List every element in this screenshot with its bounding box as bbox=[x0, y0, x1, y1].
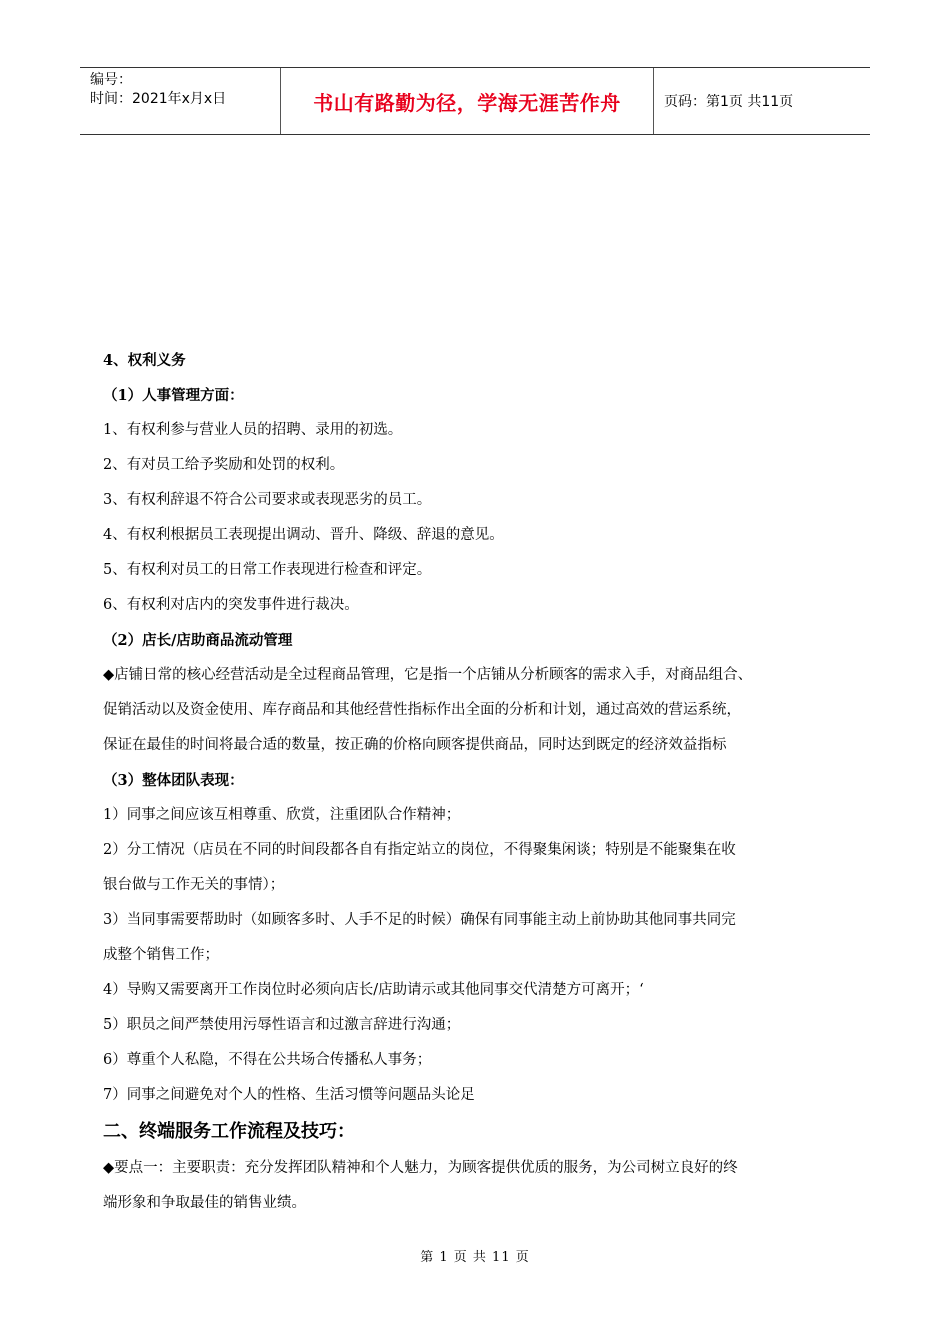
list-item: 5）职员之间严禁使用污辱性语言和过激言辞进行沟通； bbox=[103, 1017, 461, 1033]
header-left-cell bbox=[80, 68, 281, 134]
list-item: 2）分工情况（店员在不同的时间段都各自有指定站立的岗位，不得聚集闲谈；特别是不能聚集在收 bbox=[103, 842, 736, 858]
paragraph-line: 保证在最佳的时间将最合适的数量，按正确的价格向顾客提供商品，同时达到既定的经济效益指标 bbox=[103, 737, 727, 753]
list-item: 7）同事之间避免对个人的性格、生活习惯等问题品头论足 bbox=[103, 1087, 475, 1103]
list-item: 5、有权利对员工的日常工作表现进行检查和评定。 bbox=[103, 562, 432, 578]
list-item: 3、有权利辞退不符合公司要求或表现恶劣的员工。 bbox=[103, 492, 432, 508]
page-header bbox=[80, 67, 870, 135]
list-item: 2、有对员工给予奖励和处罚的权利。 bbox=[103, 457, 345, 473]
document-number-label: 编号： bbox=[90, 72, 132, 88]
list-item: 1）同事之间应该互相尊重、欣赏，注重团队合作精神； bbox=[103, 807, 461, 823]
section-title-service: 二、终端服务工作流程及技巧： bbox=[103, 1121, 355, 1142]
paragraph-line: 端形象和争取最佳的销售业绩。 bbox=[103, 1195, 306, 1211]
subsection-title-merchandise: （2）店长/店助商品流动管理 bbox=[103, 632, 293, 649]
subsection-title-team: （3）整体团队表现： bbox=[103, 772, 244, 789]
list-item: 成整个销售工作； bbox=[103, 947, 219, 963]
paragraph-line: ◆要点一：主要职责：充分发挥团队精神和个人魅力，为顾客提供优质的服务，为公司树立良好的终 bbox=[103, 1160, 738, 1176]
paragraph-line: 促销活动以及资金使用、库存商品和其他经营性指标作出全面的分析和计划，通过高效的营运系统， bbox=[103, 702, 741, 718]
list-item: 1、有权利参与营业人员的招聘、录用的初选。 bbox=[103, 422, 403, 438]
list-item: 4、有权利根据员工表现提出调动、晋升、降级、辞退的意见。 bbox=[103, 527, 504, 543]
header-page-info: 页码：第1页 共11页 bbox=[664, 94, 794, 110]
subsection-title-personnel: （1）人事管理方面： bbox=[103, 387, 244, 404]
page-footer: 第 1 页 共 11 页 bbox=[420, 1250, 530, 1265]
list-item: 6、有权利对店内的突发事件进行裁决。 bbox=[103, 597, 359, 613]
list-item: 3）当同事需要帮助时（如顾客多时、人手不足的时候）确保有同事能主动上前协助其他同事共同完 bbox=[103, 912, 736, 928]
document-time-label: 时间：2021年x月x日 bbox=[90, 91, 227, 107]
list-item: 4）导购又需要离开工作岗位时必须向店长/店助请示或其他同事交代清楚方可离开；‘ bbox=[103, 982, 644, 998]
paragraph-line: ◆店铺日常的核心经营活动是全过程商品管理，它是指一个店铺从分析顾客的需求入手，对商品组合、 bbox=[103, 667, 753, 683]
header-motto: 书山有路勤为径，学海无涯苦作舟 bbox=[281, 68, 654, 134]
document-body bbox=[103, 343, 863, 1221]
list-item: 银台做与工作无关的事情）； bbox=[103, 877, 285, 893]
list-item: 6）尊重个人私隐，不得在公共场合传播私人事务； bbox=[103, 1052, 432, 1068]
section-title-rights: 4、权利义务 bbox=[103, 352, 186, 369]
